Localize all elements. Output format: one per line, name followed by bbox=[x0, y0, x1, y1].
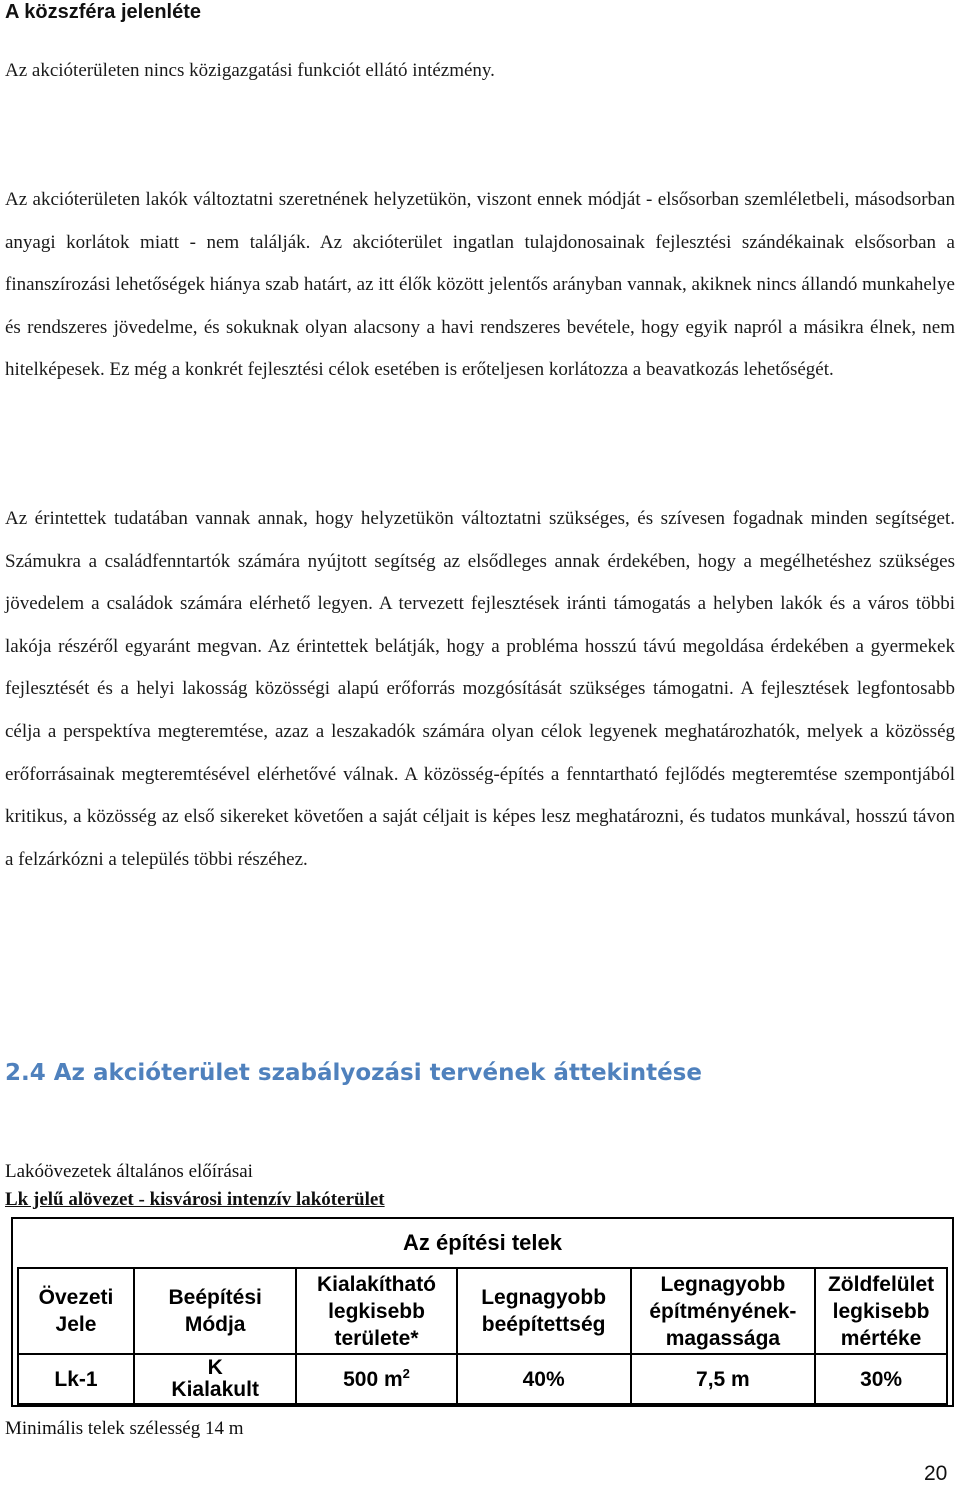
cell-zone: Lk-1 bbox=[18, 1354, 134, 1404]
chapter-title: 2.4 Az akcióterület szabályozási tervének áttekintése bbox=[5, 1060, 702, 1086]
header-green: Zöldfelület legkisebb mértéke bbox=[815, 1268, 947, 1354]
header-max-height: Legnagyobb építményének- magassága bbox=[631, 1268, 816, 1354]
zoning-table bbox=[17, 1267, 948, 1405]
section-heading: A közszféra jelenléte bbox=[5, 1, 202, 23]
table-caption: Az építési telek bbox=[403, 1230, 562, 1255]
zone-title: Lk jelű alövezet - kisvárosi intenzív lakóterület bbox=[5, 1189, 385, 1210]
page-number: 20 bbox=[924, 1462, 948, 1485]
cell-green: 30% bbox=[815, 1354, 947, 1404]
header-max-built: Legnagyobb beépítettség bbox=[457, 1268, 631, 1354]
table-header-row bbox=[18, 1268, 947, 1354]
cell-mode: K Kialakult bbox=[134, 1354, 296, 1404]
paragraph-3: Az érintettek tudatában vannak annak, hogy helyzetükön változtatni szükséges, és szívesen fogadnak minden segítséget. Számukra a családfenntartók számára nyújtott segítség az elsődleges annak érdekében, hogy a megélhetéshez szükséges jövedelem a családok számára elérhető legyen. A tervezett fejlesztések iránti támogatás a helyben lakók és a város többi lakója részéről egyaránt megvan. Az érintettek belátják, hogy a probléma hosszú távú megoldása érdekében a gyermekek fejlesztését és a helyi lakosság közösségi alapú erőforrás mozgósítását szükséges támogatni. A fejlesztések legfontosabb célja a perspektíva megteremtése, azaz a leszakadók számára olyan célok legyenek meghatározhatók, melyek a közösség erőforrásainak megteremtésével elérhetővé válnak. A közösség-építés a fenntartható fejlődés megteremtése szempontjából kritikus, a közösség az első sikereket követően a saját céljait is képes lesz meghatározni, és tudatos munkával, hosszú távon a felzárkózni a település többi részéhez. bbox=[5, 508, 955, 870]
header-zone: Övezeti Jele bbox=[18, 1268, 134, 1354]
min-width-note: Minimális telek szélesség 14 m bbox=[5, 1418, 244, 1439]
cell-max-built: 40% bbox=[457, 1354, 631, 1404]
header-mode: Beépítési Módja bbox=[134, 1268, 296, 1354]
table-row bbox=[18, 1354, 947, 1404]
zoning-table-figure bbox=[11, 1217, 954, 1407]
header-min-area: Kialakítható legkisebb területe* bbox=[296, 1268, 456, 1354]
cell-min-area: 500 $m^2$ bbox=[296, 1354, 456, 1404]
paragraph-2: Az akcióterületen lakók változtatni szeretnének helyzetükön, viszont ennek módját - elsősorban szemléletbeli, másodsorban anyagi korlátok miatt - nem találják. Az akcióterület ingatlan tulajdonosainak fejlesztési szándékainak elsősorban a finanszírozási lehetőségek hiánya szab határt, az itt élők között jelentős arányban vannak, akiknek nincs állandó munkahelye és rendszeres jövedelme, és sokuknak olyan alacsony a havi rendszeres bevétele, hogy egyik napról a másikra élnek, nem hitelképesek. Ez még a konkrét fejlesztési célok esetében is erőteljesen korlátozza a beavatkozás lehetőségét. bbox=[5, 189, 955, 381]
subsection-title: Lakóövezetek általános előírásai bbox=[5, 1161, 253, 1182]
cell-max-height: 7,5 m bbox=[631, 1354, 816, 1404]
paragraph-1: Az akcióterületen nincs közigazgatási funkciót ellátó intézmény. bbox=[5, 60, 495, 81]
